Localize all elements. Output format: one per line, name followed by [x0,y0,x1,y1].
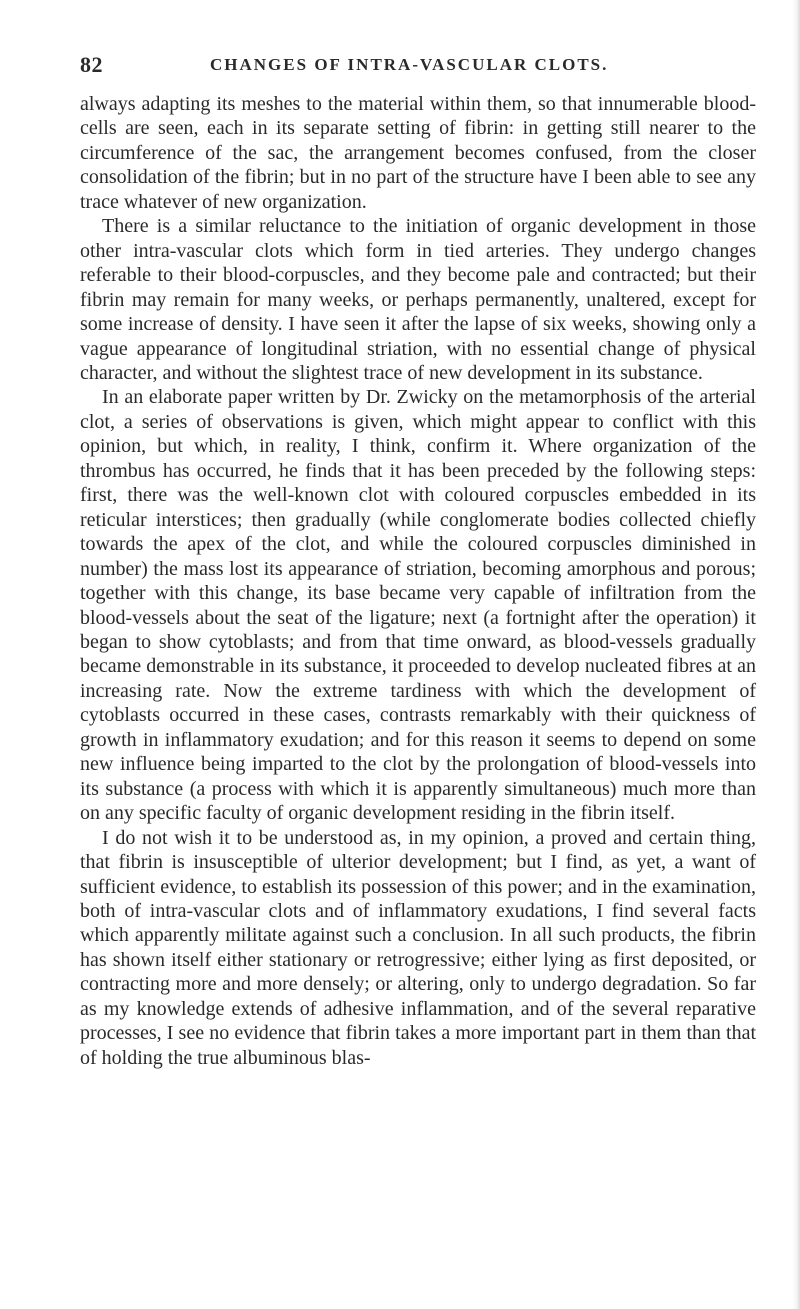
paragraph-conclusion: I do not wish it to be understood as, in my opinion, a proved and certain thing, that fibrin is insusceptible of ulterior development; but I find, as yet, a want of sufficient evidence, to establish its possession of this power; and in the examination, both of intra-vascular clots and of inflammatory exudations, I find several facts which apparently militate against such a conclusion. In all such products, the fibrin has shown itself either stationary or retrogressive; either lying as first deposited, or contracting more and more densely; or altering, only to undergo degradation. So far as my knowledge extends of adhesive inflammation, and of the several reparative processes, I see no evidence that fibrin takes a more important part in them than that of holding the true albuminous blas- [80,826,756,1069]
running-head [80,52,756,82]
paragraph-zwicky: In an elaborate paper written by Dr. Zwicky on the metamorphosis of the arterial clot, a series of observations is given, which might appear to conflict with this opinion, but which, in reality, I think, confirm it. Where organization of the thrombus has occurred, he finds that it has been preceded by the following steps: first, there was the well-known clot with coloured corpuscles embedded in its reticular interstices; then gradually (while conglomerate bodies collected chiefly towards the apex of the clot, and while the coloured corpuscles diminished in number) the mass lost its appearance of striation, becoming amorphous and porous; together with this change, its base became very capable of infiltration from the blood-vessels about the seat of the ligature; next (a fortnight after the operation) it began to show cytoblasts; and from that time onward, as blood-vessels gradually became demonstrable in its substance, it proceeded to develop nucleated fibres at an increasing rate. Now the extreme tardiness with which the development of cytoblasts occurred in these cases, contrasts remarkably with their quickness of growth in inflammatory exudation; and for this reason it seems to depend on some new influence being imparted to the clot by the prolongation of blood-vessels into its substance (a process with which it is apparently simultaneous) much more than on any specific faculty of organic development residing in the fibrin itself. [80,386,756,825]
body-text [80,92,756,1070]
paragraph-continued: always adapting its meshes to the material within them, so that innumerable blood-cells are seen, each in its separate setting of fibrin: in getting still nearer to the circumference of the sac, the arrangement becomes confused, from the closer consolidation of the fibrin; but in no part of the structure have I been able to see any trace whatever of new organization. [80,93,756,213]
book-page [80,52,756,1070]
page-number: 82 [80,52,103,77]
page-edge-shadow [792,0,800,1309]
paragraph-tied-arteries: There is a similar reluctance to the initiation of organic development in those other intra-vascular clots which form in tied arteries. They undergo changes referable to their blood-corpuscles, and they become pale and contracted; but their fibrin may remain for many weeks, or perhaps permanently, unaltered, except for some increase of density. I have seen it after the lapse of six weeks, showing only a vague appearance of longitudinal striation, with no essential change of physical character, and without the slightest trace of new development in its substance. [80,215,756,384]
running-title: CHANGES OF INTRA-VASCULAR CLOTS. [210,55,609,74]
